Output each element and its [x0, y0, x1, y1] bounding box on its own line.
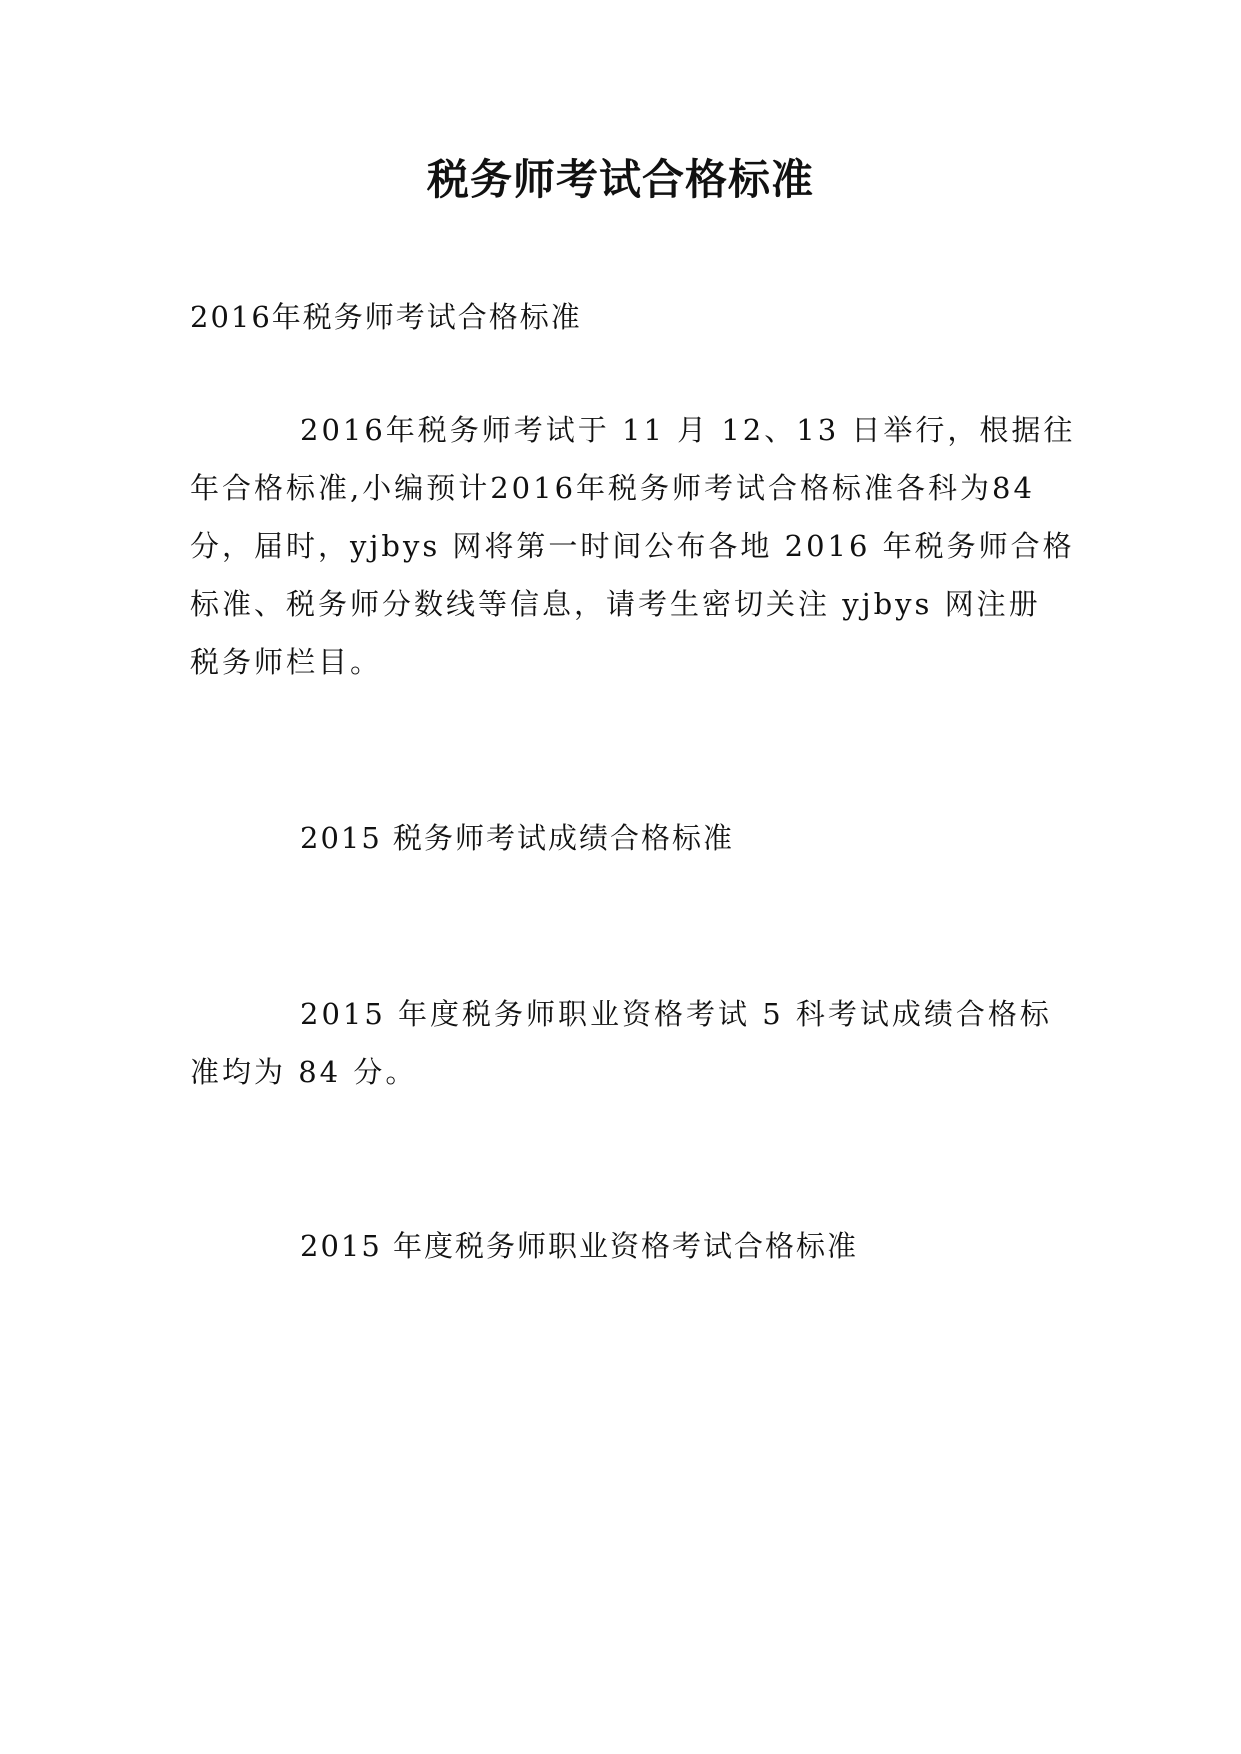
paragraph-line: 标准、税务师分数线等信息，请考生密切关注 yjbys 网注册 [190, 587, 1041, 621]
section-heading-2015-score: 2015 税务师考试成绩合格标准 [300, 821, 735, 855]
document-title: 税务师考试合格标准 [426, 155, 814, 204]
paragraph-line: 2015 年度税务师职业资格考试 5 科考试成绩合格标 [300, 997, 1052, 1031]
paragraph-line: 年合格标准,小编预计2016年税务师考试合格标准各科为84 [190, 471, 1035, 505]
section-heading-2016: 2016年税务师考试合格标准 [190, 300, 582, 334]
paragraph-line: 2016年税务师考试于 11 月 12、13 日举行，根据往 [300, 413, 1076, 447]
section-heading-2015-qualification: 2015 年度税务师职业资格考试合格标准 [300, 1229, 859, 1263]
paragraph-line: 税务师栏目。 [190, 645, 383, 679]
paragraph-line: 分，届时，yjbys 网将第一时间公布各地 2016 年税务师合格 [190, 529, 1075, 563]
paragraph-line: 准均为 84 分。 [190, 1055, 418, 1089]
